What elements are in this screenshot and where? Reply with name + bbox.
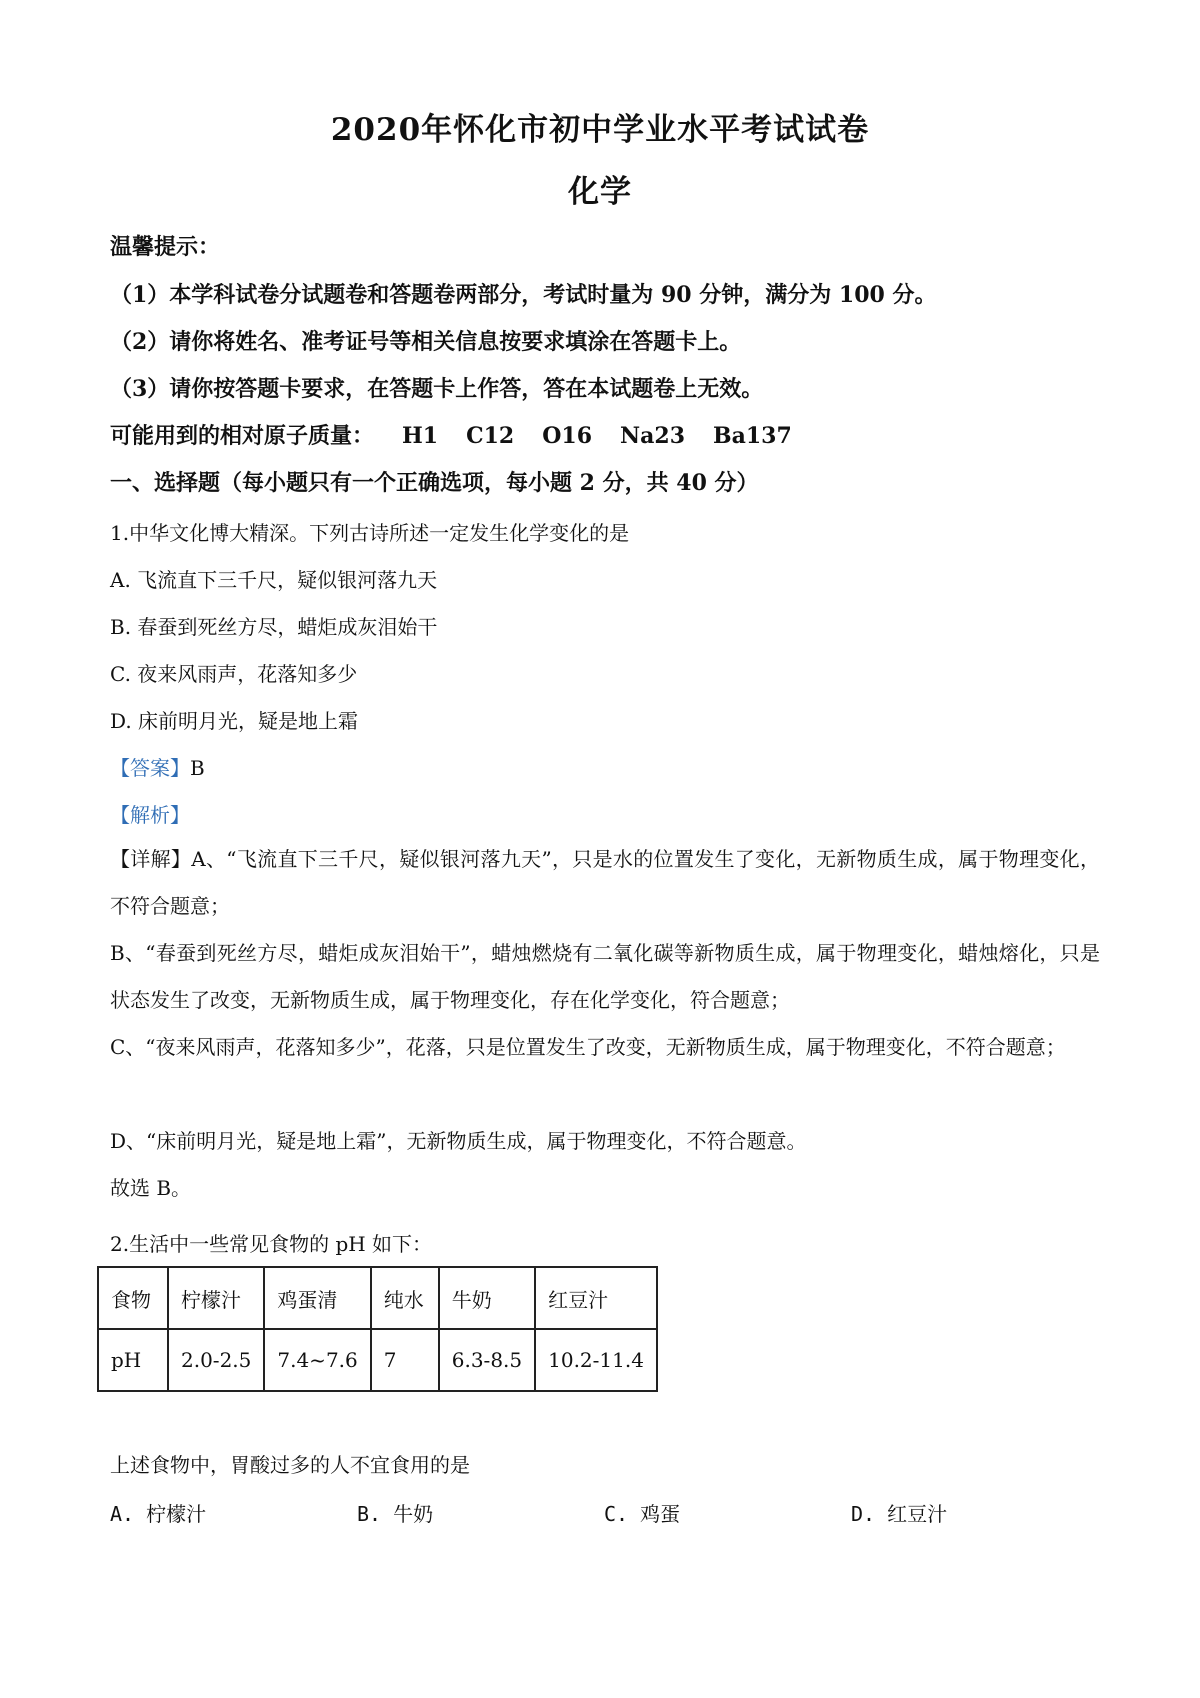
tip-item-2: （2）请你将姓名、准考证号等相关信息按要求填涂在答题卡上。 bbox=[110, 329, 742, 355]
answer-value: B bbox=[190, 756, 205, 780]
q1-option-d: D. 床前明月光，疑是地上霜 bbox=[110, 709, 359, 733]
table-cell: pH bbox=[98, 1329, 168, 1391]
atomic-mass-line bbox=[110, 419, 792, 450]
table-cell: 7 bbox=[371, 1329, 439, 1391]
table-cell: 10.2-11.4 bbox=[535, 1329, 657, 1391]
q1-option-b: B. 春蚕到死丝方尽，蜡炬成灰泪始干 bbox=[110, 615, 438, 639]
q2-stem: 2.生活中一些常见食物的 pH 如下： bbox=[110, 1232, 433, 1256]
table-cell: 柠檬汁 bbox=[168, 1267, 264, 1329]
analysis-tag: 【解析】 bbox=[110, 803, 190, 827]
atomic-mass-o: O16 bbox=[542, 423, 593, 449]
tips-heading: 温馨提示： bbox=[110, 234, 221, 260]
table-cell: 红豆汁 bbox=[535, 1267, 657, 1329]
tip-item-1: （1）本学科试卷分试题卷和答题卷两部分，考试时量为 90 分钟，满分为 100 分。 bbox=[110, 282, 937, 308]
q1-option-a: A. 飞流直下三千尺，疑似银河落九天 bbox=[110, 568, 438, 592]
page-title: 2020年怀化市初中学业水平考试试卷 bbox=[330, 112, 870, 148]
atomic-mass-label: 可能用到的相对原子质量： bbox=[110, 423, 375, 449]
subject-title: 化学 bbox=[568, 174, 632, 210]
tip-item-3: （3）请你按答题卡要求，在答题卡上作答，答在本试题卷上无效。 bbox=[110, 376, 764, 402]
q1-answer bbox=[110, 752, 205, 781]
section-heading: 一、选择题（每小题只有一个正确选项，每小题 2 分，共 40 分） bbox=[110, 470, 759, 496]
q1-detail-a: 【详解】A、“飞流直下三千尺，疑似银河落九天”，只是水的位置发生了变化，无新物质生成，属于物理变化，不符合题意； bbox=[110, 847, 1100, 918]
q2-question: 上述食物中，胃酸过多的人不宜食用的是 bbox=[110, 1453, 470, 1477]
atomic-mass-ba: Ba137 bbox=[713, 423, 792, 449]
table-row bbox=[98, 1329, 657, 1391]
table-cell: 6.3-8.5 bbox=[439, 1329, 535, 1391]
table-cell: 2.0-2.5 bbox=[168, 1329, 264, 1391]
atomic-mass-h: H1 bbox=[402, 423, 439, 449]
q1-detail-d: D、“床前明月光，疑是地上霜”，无新物质生成，属于物理变化，不符合题意。 bbox=[110, 1129, 807, 1153]
q1-option-c: C. 夜来风雨声，花落知多少 bbox=[110, 662, 358, 686]
table-cell: 纯水 bbox=[371, 1267, 439, 1329]
q2-option-a: A. 柠檬汁 bbox=[110, 1502, 207, 1526]
q2-option-c: C. 鸡蛋 bbox=[604, 1502, 681, 1526]
q1-stem: 1.中华文化博大精深。下列古诗所述一定发生化学变化的是 bbox=[110, 521, 630, 545]
table-cell: 鸡蛋清 bbox=[264, 1267, 370, 1329]
q1-detail-c: C、“夜来风雨声，花落知多少”，花落，只是位置发生了改变，无新物质生成，属于物理变化，不符合题意； bbox=[110, 1035, 1066, 1059]
q2-option-b: B. 牛奶 bbox=[357, 1502, 434, 1526]
answer-tag: 【答案】 bbox=[110, 756, 190, 780]
table-cell: 7.4~7.6 bbox=[264, 1329, 370, 1391]
q1-detail-b: B、“春蚕到死丝方尽，蜡炬成灰泪始干”，蜡烛燃烧有二氧化碳等新物质生成，属于物理变化，蜡烛熔化，只是状态发生了改变，无新物质生成，属于物理变化，存在化学变化，符合题意； bbox=[110, 941, 1100, 1012]
table-cell: 牛奶 bbox=[439, 1267, 535, 1329]
q2-option-d: D. 红豆汁 bbox=[851, 1502, 948, 1526]
atomic-mass-na: Na23 bbox=[620, 423, 685, 449]
table-row bbox=[98, 1267, 657, 1329]
q1-conclusion: 故选 B。 bbox=[110, 1176, 192, 1200]
ph-table bbox=[97, 1266, 658, 1392]
atomic-mass-c: C12 bbox=[466, 423, 515, 449]
table-cell: 食物 bbox=[98, 1267, 168, 1329]
